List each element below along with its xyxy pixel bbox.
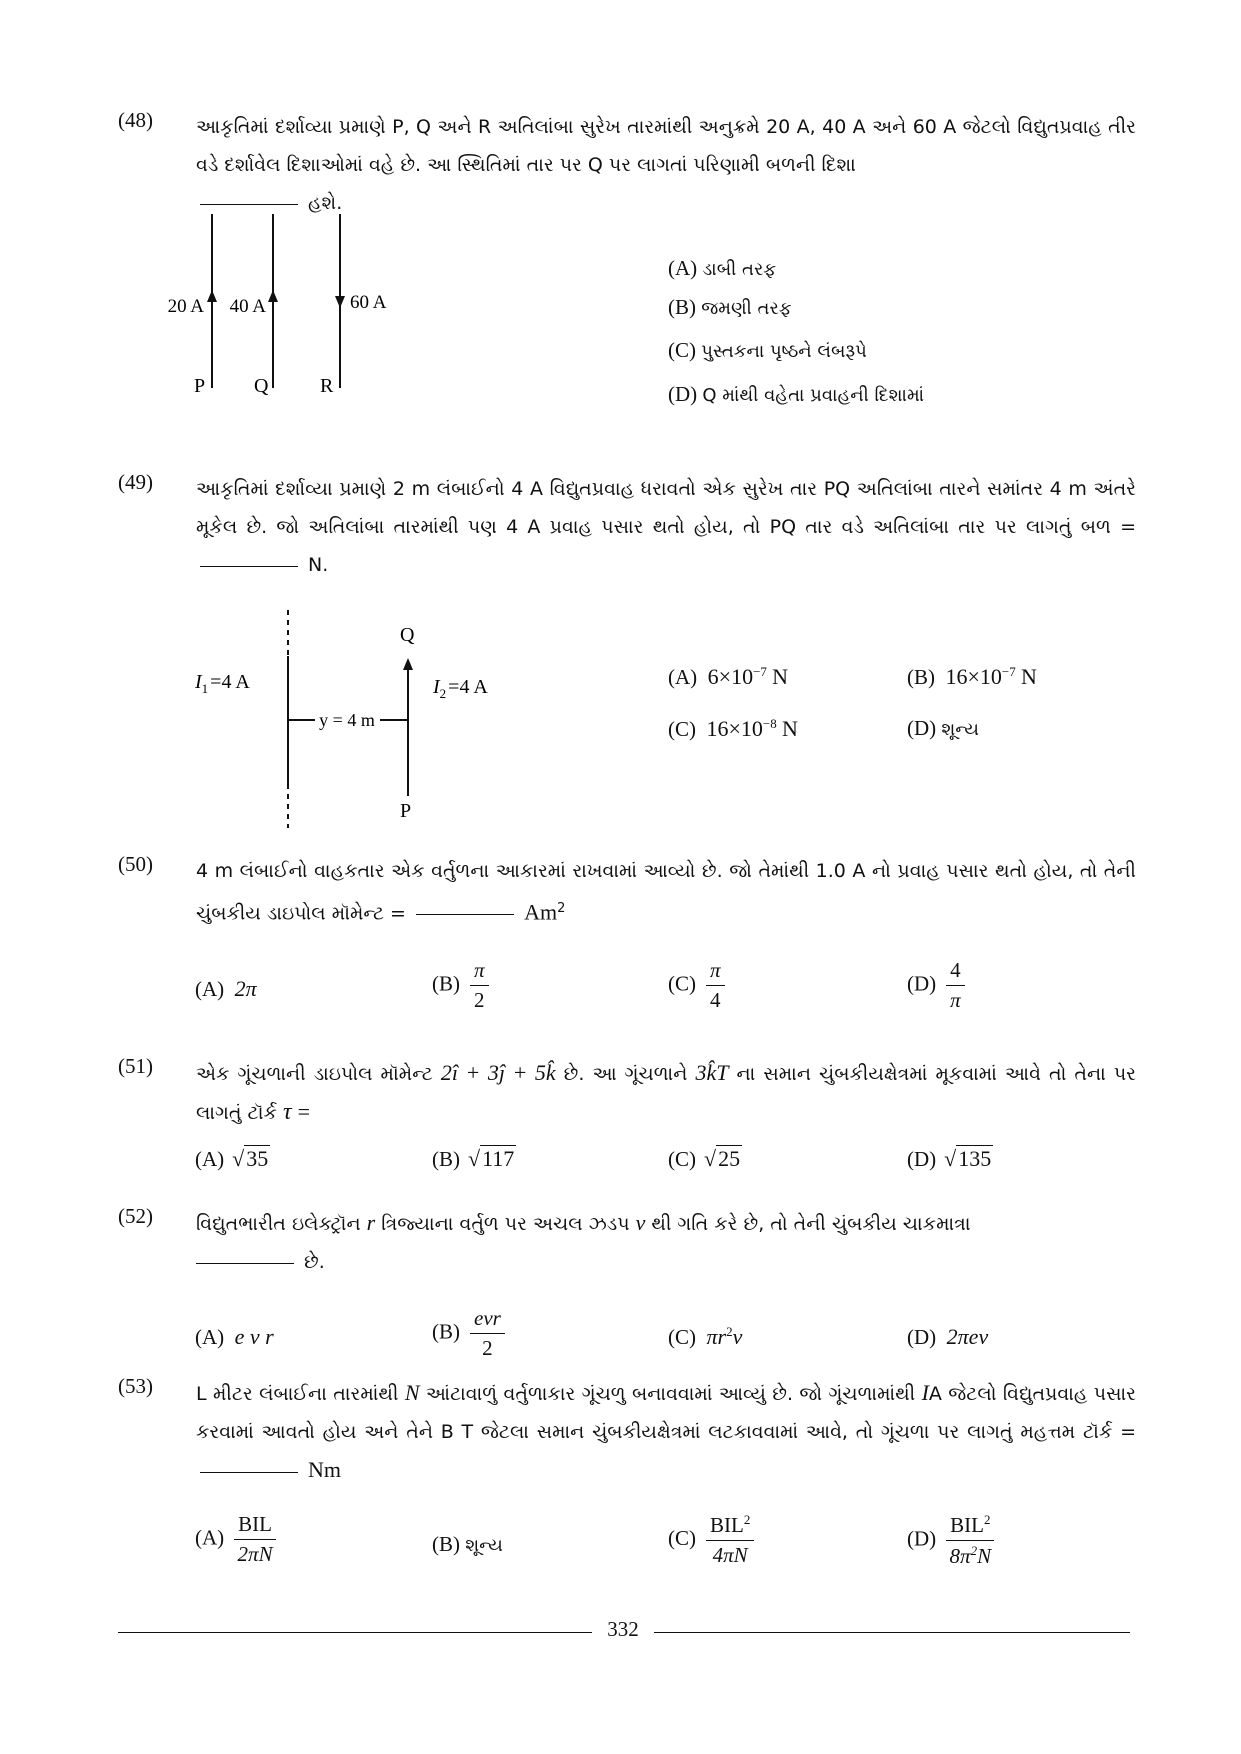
square-root: √25 [704,1146,741,1171]
option-label: (D) [907,1325,937,1349]
wire-p-label: P [194,375,206,397]
numerator-exponent: 2 [743,1512,751,1527]
question-text-part: હશે. [308,192,343,214]
numerator [946,1512,994,1541]
question-unit: Am [524,899,558,925]
question-49 [118,470,1138,590]
question-text-part: L મીટર લંબાઈના તારમાંથી [196,1383,399,1405]
option-exponent: −8 [762,716,777,731]
option-label: (D) [907,971,937,996]
option-49-d[interactable] [907,716,979,741]
question-text [196,1204,1136,1281]
question-text-part: આંટાવાળું વર્તુળાકાર ગૂંચળુ બનાવવામાં આવ્યું છે. જો ગૂંચળામાંથી [425,1383,916,1405]
option-label: (A) [195,1325,225,1349]
question-number: (53) [118,1374,153,1398]
question-number: (49) [118,470,153,494]
i1-label [194,671,250,696]
option-53-a[interactable] [195,1512,276,1567]
option-48-c[interactable] [668,338,867,363]
numerator: evr [470,1306,505,1334]
option-exponent: −7 [753,664,767,679]
square-root: √135 [944,1146,992,1171]
option-51-c[interactable] [668,1146,742,1172]
radius-symbol: r [366,1210,376,1235]
arrow-up-icon [403,658,413,670]
option-label: (D) [907,1147,937,1171]
option-51-b[interactable] [432,1146,516,1172]
footer-rule-right [654,1632,1130,1633]
question-text-part: ના સમાન ચુંબકીયક્ષેત્રમાં મૂકવામાં આવે તો તેના પર લાગતું ટૉર્ક [196,1063,1136,1124]
denominator: 4 [710,988,721,1012]
fraction [470,1306,505,1361]
question-text [196,1374,1136,1490]
option-50-c[interactable] [668,958,725,1013]
current-symbol: I [433,676,440,698]
torque-symbol: τ [282,1099,292,1125]
option-label: (B) [432,1319,460,1344]
question-text-part: થી ગતિ કરે છે, તો તેની ચુંબકીય ચાકમાત્રા [651,1213,971,1235]
option-math: 2πev [946,1324,989,1349]
option-math: πr [706,1324,727,1349]
question-53 [118,1374,1138,1504]
option-49-a[interactable] [668,664,788,690]
current-subscript: 2 [439,686,447,701]
wire-r-label: R [320,375,334,397]
option-50-d[interactable] [907,958,965,1013]
option-label: (C) [668,1325,696,1349]
point-q-label: Q [400,624,415,646]
option-label: (B) [432,1532,460,1556]
question-51 [118,1054,1138,1144]
option-51-d[interactable] [907,1146,993,1172]
current-symbol: I [921,1380,929,1405]
point-p-label: P [400,800,412,822]
option-text: પુસ્તકના પૃષ્ઠને લંબરૂપે [701,341,867,362]
option-label: (A) [668,256,698,280]
arrow-down-icon [335,296,345,308]
option-label: (C) [668,1525,696,1550]
dipole-moment-vector: 2î + 3ĵ + 5k̂ [440,1060,556,1085]
figure-parallel-wires [180,606,540,832]
question-text-part: ત્રિજ્યાના વર્તુળ પર અચલ ઝડપ [381,1213,630,1235]
option-math: e v r [234,1324,274,1349]
numerator: 4 [946,958,965,986]
numerator-text: BIL [710,1513,744,1537]
option-label: (D) [907,1526,937,1551]
numerator: π [706,958,725,986]
equals-sign: = [297,1099,311,1124]
magnetic-field-vector: 3k̂T [695,1060,729,1085]
option-text: શૂન્ય [465,1535,503,1556]
fraction [946,1512,994,1569]
current-value: =4 A [448,676,488,698]
option-50-a[interactable] [195,976,257,1002]
wire-r-current: 60 A [350,292,387,313]
fraction [470,958,489,1013]
question-number: (48) [118,108,153,132]
wire-q-label: Q [254,375,269,397]
wire-q-current: 40 A [229,296,266,317]
option-label: (C) [668,717,696,741]
i2-label [432,676,488,701]
question-text [196,1054,1136,1132]
numerator-text: BIL [950,1513,984,1537]
fraction [706,958,725,1013]
option-48-b[interactable] [668,295,792,320]
figure-three-wires [150,210,450,400]
option-text: શૂન્ય [941,719,980,740]
radicand: 25 [718,1146,741,1171]
option-label: (A) [668,665,698,689]
denominator-text: N [977,1544,992,1568]
fraction [946,958,965,1013]
question-50 [118,852,1138,942]
current-value: =4 A [210,671,250,693]
distance-label: y = 4 m [319,710,375,730]
option-52-a[interactable] [195,1324,274,1350]
option-label: (B) [432,971,460,996]
denominator: 2 [474,988,485,1012]
arrow-up-icon [207,290,217,302]
answer-blank [416,913,514,915]
option-label: (B) [907,665,935,689]
question-text-part: 4 m લંબાઈનો વાહકતાર એક વર્તુળના આકારમાં રાખવામાં આવ્યો છે. જો તેમાંથી 1.0 A નો પ્રવાહ પસાર થતો હોય, તો તેની ચુંબકીય ડાઇપોલ મૉમેન્ટ = [196,860,1136,925]
denominator-text: 8π [949,1544,971,1568]
numerator [706,1512,754,1541]
denominator: 2πN [237,1542,273,1566]
option-label: (A) [195,977,225,1001]
option-48-d[interactable] [668,382,924,407]
option-text: જમણી તરફ [701,298,792,319]
option-label: (B) [668,295,696,319]
question-text-part: A જેટલો વિદ્યુતપ્રવાહ પસાર કરવામાં આવતો હોય અને તેને B T જેટલા સમાન ચુંબકીયક્ષેત્રમાં લટકાવવામાં આવે, તો ગૂંચળા પર લાગતું મહત્તમ ટૉર્ક = [196,1383,1136,1443]
question-52 [118,1204,1138,1294]
denominator: π [950,988,961,1012]
answer-blank [196,1262,294,1264]
question-text-part: છે. આ ગૂંચળાને [563,1063,688,1085]
numerator-exponent: 2 [983,1512,991,1527]
denominator: 4πN [712,1543,748,1567]
question-text-part: છે. [304,1251,325,1273]
denominator: 2 [482,1336,493,1360]
option-53-c[interactable] [668,1512,754,1568]
footer-rule-left [118,1632,592,1633]
question-text-part: N. [308,554,329,576]
option-48-a[interactable] [668,256,776,281]
option-label: (D) [668,382,698,406]
question-text-part: આકૃતિમાં દર્શાવ્યા પ્રમાણે 2 m લંબાઈનો 4 A વિદ્યુતપ્રવાહ ધરાવતો એક સુરેખ તાર PQ અતિલાંબા તારને સમાંતર 4 m અંતરે મૂકેલ છે. જો અતિલાંબા તારમાંથી પણ 4 A પ્રવાહ પસાર થતો હોય, તો PQ તાર વડે અતિલાંબા તાર પર લાગતું બળ = [196,478,1136,538]
numerator: π [470,958,489,986]
option-52-d[interactable] [907,1324,988,1350]
option-mantissa: 16×10 [706,716,763,741]
answer-blank [200,1471,298,1473]
option-label: (C) [668,1147,696,1171]
option-49-c[interactable] [668,716,798,742]
option-exponent: 2 [726,1324,733,1339]
current-symbol: I [195,671,202,693]
question-text [196,470,1136,584]
current-subscript: 1 [201,681,209,696]
question-unit-exponent: 2 [557,901,566,916]
square-root: √117 [468,1146,515,1171]
question-unit: Nm [308,1457,342,1482]
option-label: (C) [668,971,696,996]
question-number: (52) [118,1204,153,1228]
option-label: (B) [432,1147,460,1171]
numerator: BIL [234,1512,276,1540]
option-unit: N [772,664,789,689]
option-label: (D) [907,716,937,740]
radicand: 135 [958,1146,992,1171]
answer-blank [200,565,298,567]
option-53-d[interactable] [907,1512,994,1569]
option-unit: N [1021,664,1037,689]
wire-p-current: 20 A [167,296,204,317]
option-52-b[interactable] [432,1306,505,1361]
question-text [196,852,1136,932]
question-text [196,108,1136,222]
option-mantissa: 16×10 [945,664,1002,689]
option-mantissa: 6×10 [707,664,754,689]
option-unit: N [782,716,798,741]
option-53-b[interactable] [432,1532,503,1557]
question-text-part: એક ગૂંચળાની ડાઇપોલ મૉમેન્ટ [196,1063,433,1085]
radicand: 117 [482,1146,515,1171]
arrow-up-icon [268,290,278,302]
option-text: ડાબી તરફ [702,259,777,280]
option-50-b[interactable] [432,958,489,1013]
option-51-a[interactable] [195,1146,270,1172]
option-exponent: −7 [1001,664,1016,679]
page-number: 332 [607,1617,639,1641]
option-text: Q માંથી વહેતા પ્રવાહની દિશામાં [702,385,925,406]
option-label: (A) [195,1525,225,1550]
option-52-c[interactable] [668,1324,742,1350]
denominator-exponent: 2 [970,1543,978,1558]
question-number: (51) [118,1054,153,1078]
turns-symbol: N [404,1380,420,1405]
speed-symbol: v [635,1210,646,1235]
question-number: (50) [118,852,153,876]
option-label: (C) [668,338,696,362]
square-root: √35 [232,1146,269,1171]
radicand: 35 [246,1146,269,1171]
option-label: (A) [195,1147,225,1171]
fraction [234,1512,276,1567]
question-text-part: આકૃતિમાં દર્શાવ્યા પ્રમાણે P, Q અને R અતિલાંબા સુરેખ તારમાંથી અનુક્રમે 20 A, 40 A અને 60 A જેટલો વિદ્યુતપ્રવાહ તીર વડે દર્શાવેલ દિશાઓમાં વહે છે. આ સ્થિતિમાં તાર પર Q પર લાગતાં પરિણામી બળની દિશા [196,116,1136,176]
option-math: v [732,1324,743,1349]
answer-blank [200,203,298,205]
option-49-b[interactable] [907,664,1037,690]
denominator [946,1541,994,1569]
fraction [706,1512,754,1568]
question-text-part: વિદ્યુતભારીત ઇલેક્ટ્રૉન [196,1213,361,1235]
option-math: 2π [234,976,257,1001]
